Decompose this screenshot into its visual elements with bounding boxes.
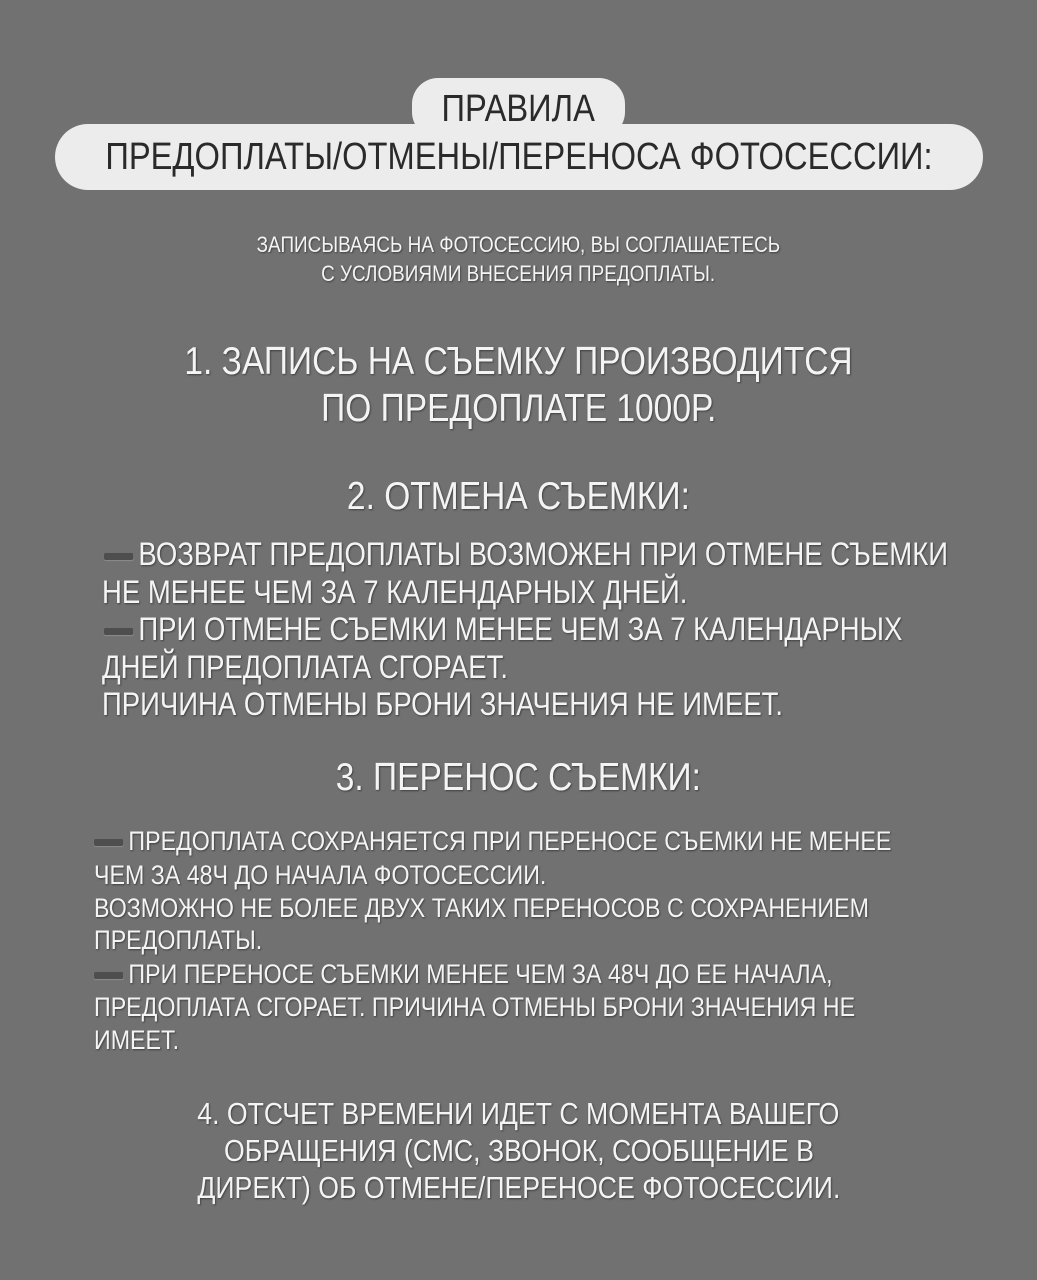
intro-line [0,261,1037,287]
section4-text: ДИРЕКТ) ОБ ОТМЕНЕ/ПЕРЕНОСЕ ФОТОСЕССИИ. [196,1170,841,1205]
title-text-2: ПРЕДОПЛАТЫ/ОТМЕНЫ/ПЕРЕНОСА ФОТОСЕССИИ: [104,136,933,178]
section3-line [94,925,1037,956]
section3-line [94,992,1037,1023]
section3-text: ПРИ ПЕРЕНОСЕ СЪЕМКИ МЕНЕЕ ЧЕМ ЗА 48Ч ДО ЕЕ НАЧАЛА, [128,959,833,989]
dash-bullet-icon [94,972,123,979]
title-line-2 [0,136,1037,179]
dash-bullet-icon [94,839,123,846]
section1-text: 1. ЗАПИСЬ НА СЪЕМКУ ПРОИЗВОДИТСЯ [184,340,853,383]
section2-line [104,536,1037,573]
section2-text: ДНЕЙ ПРЕДОПЛАТА СГОРАЕТ. [102,649,509,685]
section2-line [102,686,1037,723]
section4-line [0,1170,1037,1206]
section3-heading-text: 3. ПЕРЕНОС СЪЕМКИ: [335,756,702,799]
intro-line [0,232,1037,258]
section3-text: ВОЗМОЖНО НЕ БОЛЕЕ ДВУХ ТАКИХ ПЕРЕНОСОВ С СОХРАНЕНИЕМ [94,893,869,923]
section2-heading-text: 2. ОТМЕНА СЪЕМКИ: [346,475,690,518]
section3-line [94,826,1037,857]
section3-line [94,893,1037,924]
section3-text: ЧЕМ ЗА 48Ч ДО НАЧАЛА ФОТОСЕССИИ. [94,860,547,890]
section1-text: ПО ПРЕДОПЛАТЕ 1000Р. [320,387,717,430]
section2-text: ВОЗВРАТ ПРЕДОПЛАТЫ ВОЗМОЖЕН ПРИ ОТМЕНЕ СЪЕМКИ [138,536,949,572]
section2-text: ПРИЧИНА ОТМЕНЫ БРОНИ ЗНАЧЕНИЯ НЕ ИМЕЕТ. [102,686,784,722]
title-text-1: ПРАВИЛА [441,88,596,130]
title-line-1 [0,88,1037,131]
section2-line [102,574,1037,611]
intro-text: С УСЛОВИЯМИ ВНЕСЕНИЯ ПРЕДОПЛАТЫ. [321,261,716,286]
section2-text: НЕ МЕНЕЕ ЧЕМ ЗА 7 КАЛЕНДАРНЫХ ДНЕЙ. [102,574,688,610]
section2-line [104,611,1037,648]
section3-text: ПРЕДОПЛАТА СОХРАНЯЕТСЯ ПРИ ПЕРЕНОСЕ СЪЕМКИ НЕ МЕНЕЕ [128,826,892,856]
section1-line [0,387,1037,431]
dash-bullet-icon [104,628,133,635]
section3-line [94,959,1037,990]
section1-line [0,340,1037,384]
section2-text: ПРИ ОТМЕНЕ СЪЕМКИ МЕНЕЕ ЧЕМ ЗА 7 КАЛЕНДАРНЫХ [138,611,903,647]
section4-text: 4. ОТСЧЕТ ВРЕМЕНИ ИДЕТ С МОМЕНТА ВАШЕГО [197,1096,840,1131]
dash-bullet-icon [104,553,133,560]
section4-line [0,1096,1037,1132]
section4-line [0,1133,1037,1169]
section3-line [94,1025,1037,1056]
section3-text: ПРЕДОПЛАТЫ. [94,925,263,955]
section3-text: ИМЕЕТ. [94,1025,180,1055]
section4-text: ОБРАЩЕНИЯ (СМС, ЗВОНОК, СООБЩЕНИЕ В [223,1133,814,1168]
intro-text: ЗАПИСЫВАЯСЬ НА ФОТОСЕССИЮ, ВЫ СОГЛАШАЕТЕСЬ [256,232,781,257]
section3-heading [0,756,1037,800]
section2-line [102,649,1037,686]
section3-text: ПРЕДОПЛАТА СГОРАЕТ. ПРИЧИНА ОТМЕНЫ БРОНИ ЗНАЧЕНИЯ НЕ [94,992,856,1022]
section2-heading [0,475,1037,519]
section3-line [94,860,1037,891]
